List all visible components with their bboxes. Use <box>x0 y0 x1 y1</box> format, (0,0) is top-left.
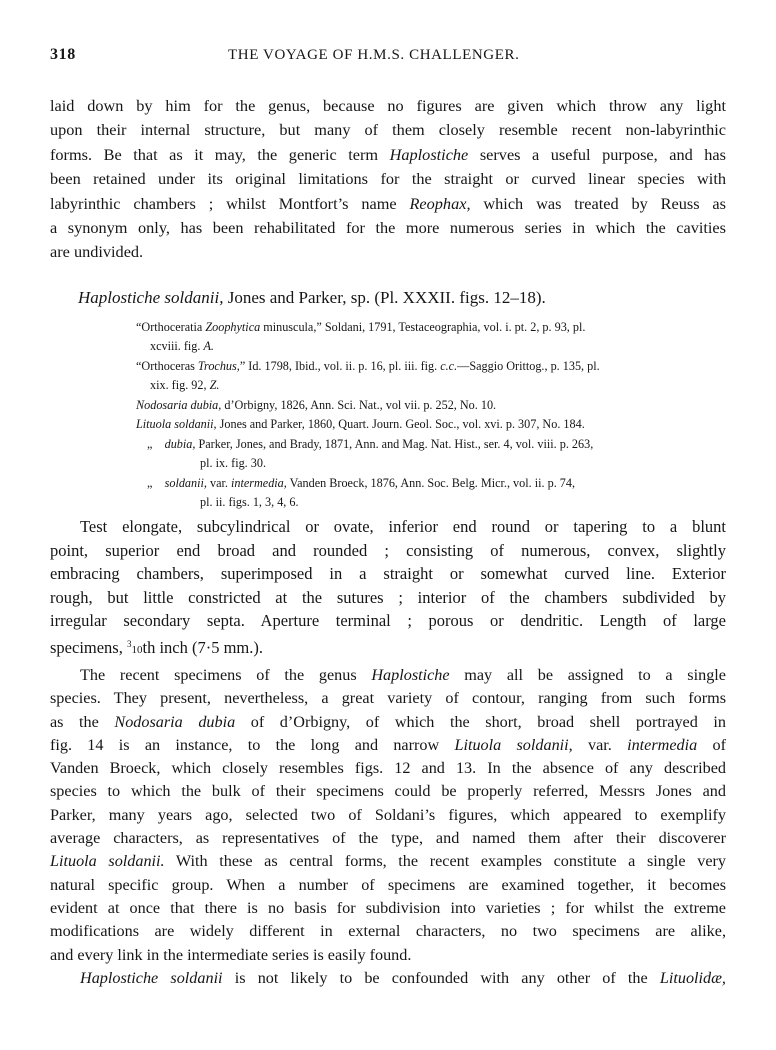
text-line: laid down by him for the genus, because no figures are given which throw any light <box>50 96 726 115</box>
text-line: natural specific group. When a number of specimens are examined together, it becomes <box>50 875 726 894</box>
text-line: are undivided. <box>50 242 144 262</box>
running-title: THE VOYAGE OF H.M.S. CHALLENGER. <box>228 47 520 63</box>
synonym-entry: Lituola soldanii, Jones and Parker, 1860, Quart. Journ. Geol. Soc., vol. xvi. p. 307, No. 184. <box>136 417 585 431</box>
text-line: The recent specimens of the genus Haplostiche may all be assigned to a single <box>80 666 726 684</box>
fraction-denominator: 10 <box>131 643 143 656</box>
text-line: Haplostiche soldanii is not likely to be confounded with any other of the Lituolidæ, <box>80 968 726 987</box>
text-line: point, superior end broad and rounded ; consisting of numerous, convex, slightly <box>50 540 726 560</box>
species-heading: Haplostiche soldanii, Jones and Parker, sp. (Pl. XXXII. figs. 12–18). <box>78 288 546 307</box>
text-line: modifications are widely different in external characters, no two specimens are alike, <box>50 922 726 941</box>
text-line: Test elongate, subcylindrical or ovate, inferior end round or tapering to a blunt <box>80 517 726 536</box>
synonym-continuation: pl. ix. fig. 30. <box>200 456 267 470</box>
text-line: forms. Be that as it may, the generic term Haplostiche serves a useful purpose, and has <box>50 144 726 164</box>
text-line: fig. 14 is an instance, to the long and narrow Lituola soldanii, var. intermedia of <box>50 735 726 754</box>
synonym-entry: “Orthoceras Trochus,” Id. 1798, Ibid., vol. ii. p. 16, pl. iii. fig. c.c.—Saggio Orittog., p. 135, pl. <box>136 359 600 373</box>
synonym-entry: “Orthoceratia Zoophytica minuscula,” Soldani, 1791, Testaceographia, vol. i. pt. 2, p. 93, pl. <box>136 320 586 334</box>
fraction-numerator: 3 <box>126 638 132 649</box>
text-line: rough, but little constricted at the sutures ; interior of the chambers subdivided by <box>50 587 726 607</box>
text-line: upon their internal structure, but many of them closely resemble recent non-labyrinthic <box>50 120 726 140</box>
text-line: been retained under its original limitations for the straight or curved linear species with <box>50 169 726 189</box>
text-line: labyrinthic chambers ; whilst Montfort’s name Reophax, which was treated by Reuss as <box>50 193 726 213</box>
synonym-continuation: xcviii. fig. A. <box>150 339 214 353</box>
species-name: Haplostiche soldanii, <box>78 288 224 307</box>
text-line: embracing chambers, superimposed in a straight or somewhat curved line. Exterior <box>50 564 726 584</box>
synonym-continuation: xix. fig. 92, Z. <box>150 378 220 392</box>
synonym-continuation: pl. ii. figs. 1, 3, 4, 6. <box>200 495 299 509</box>
text-line: Parker, many years ago, selected two of Soldani’s figures, which appeared to exemplify <box>50 805 726 824</box>
ditto-mark: „ <box>147 437 153 451</box>
synonym-entry: Nodosaria dubia, d’Orbigny, 1826, Ann. Sci. Nat., vol vii. p. 252, No. 10. <box>136 398 497 412</box>
page-number: 318 <box>50 46 76 63</box>
ditto-mark: „ <box>147 476 153 490</box>
text-line: Vanden Broeck, which closely resembles figs. 12 and 13. In the absence of any described <box>50 759 726 778</box>
text-line: species. They present, nevertheless, a great variety of contour, ranging from such forms <box>50 689 726 708</box>
text-line: a synonym only, has been rehabilitated for the more numerous series in which the cavities <box>50 218 726 238</box>
description-paragraph <box>50 515 726 663</box>
text-line: irregular secondary septa. Aperture terminal ; porous or dendritic. Length of large <box>50 611 726 631</box>
synonym-entry: „ dubia, Parker, Jones, and Brady, 1871, Ann. and Mag. Nat. Hist., ser. 4, vol. viii. p. 263, <box>147 437 594 451</box>
text-line: Lituola soldanii. With these as central forms, the recent examples constitute a single very <box>50 852 726 871</box>
text-line: average characters, as representatives of the type, and named them after their discoverer <box>50 829 726 848</box>
text-line: evident at once that there is no basis for subdivision into varieties ; for whilst the extreme <box>50 898 726 917</box>
text-line: species to which the bulk of their specimens could be properly referred, Messrs Jones and <box>50 782 726 801</box>
text-line: specimens, $^3$10th inch (7·5 mm.). <box>50 637 264 657</box>
text-line: as the Nodosaria dubia of d’Orbigny, of which the short, broad shell portrayed in <box>50 712 726 731</box>
text-line: and every link in the intermediate series is easily found. <box>50 945 412 964</box>
intro-paragraph <box>50 94 726 265</box>
synonym-entry: „ soldanii, var. intermedia, Vanden Broeck, 1876, Ann. Soc. Belg. Micr., vol. ii. p. 74, <box>147 476 576 490</box>
discussion-paragraph <box>50 664 726 990</box>
